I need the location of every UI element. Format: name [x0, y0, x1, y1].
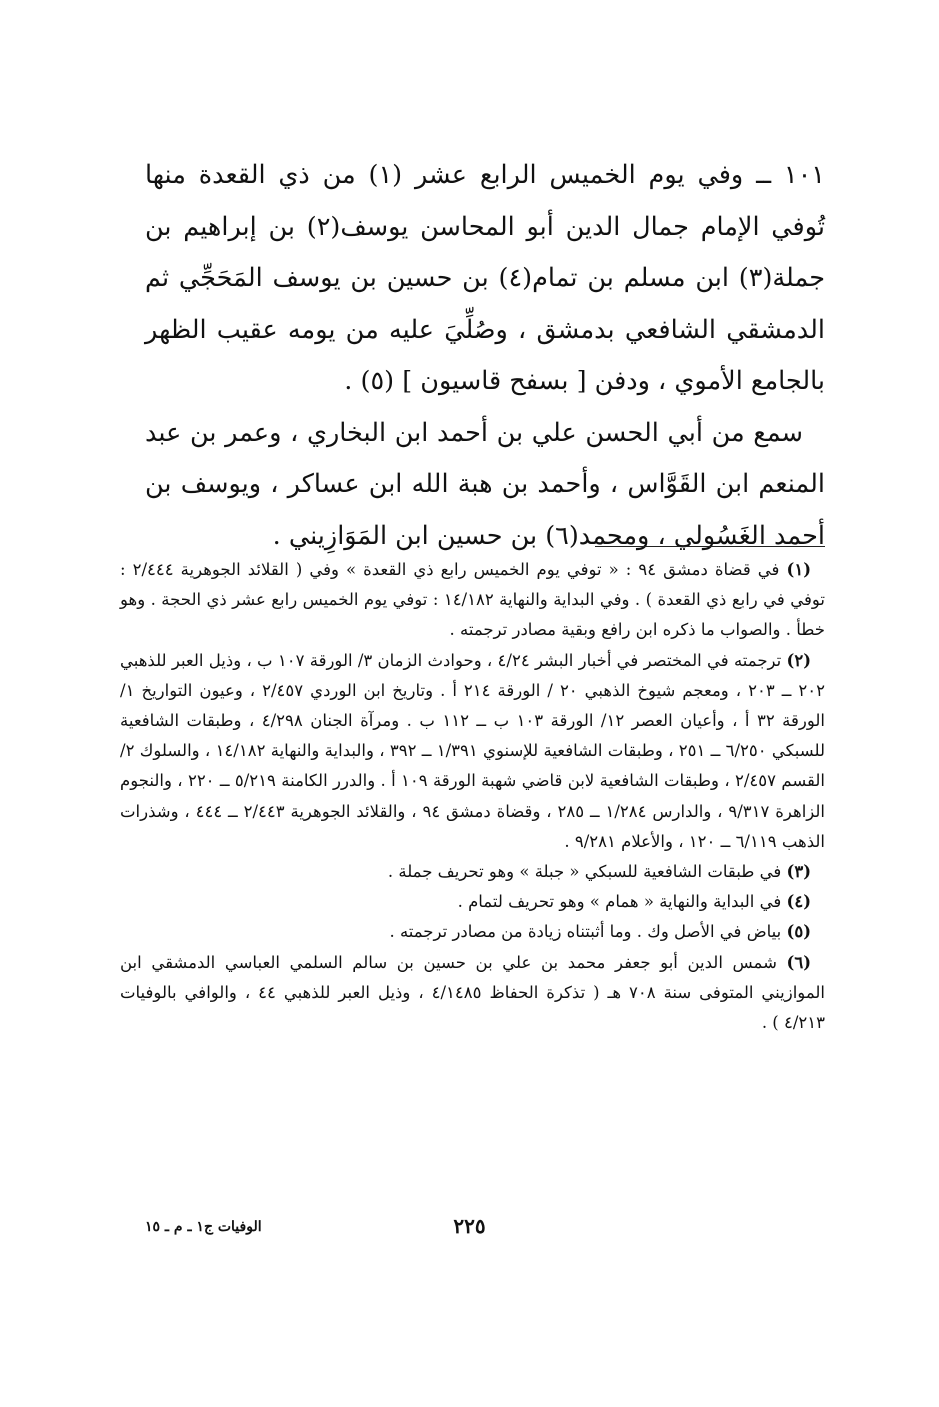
footnote-text: شمس الدين أبو جعفر محمد بن علي بن حسين بن سالم السلمي العباسي الدمشقي ابن الموازيني المتوفى سنة ٧٠٨ هـ ( تذكرة الحفاظ ٤/١٤٨٥ ، وذيل العبر للذهبي ٤٤ ، والوافي بالوفيات ٤/٢١٣ ) . — [120, 952, 825, 1033]
footnote-number: (٣) — [786, 862, 811, 882]
footnote-6 — [120, 948, 825, 1039]
main-text — [145, 150, 825, 562]
footnote-1 — [120, 555, 825, 646]
signature-mark: الوفيات ج١ ـ م ـ ١٥ — [145, 1219, 262, 1235]
footnote-3 — [120, 857, 825, 887]
footnote-text: بياض في الأصل وك . وما أثبتناه زيادة من مصادر ترجمته . — [389, 922, 782, 942]
main-paragraph-2: سمع من أبي الحسن علي بن أحمد ابن البخاري ، وعمر بن عبد المنعم ابن القَوَّاس ، وأحمد بن هبة الله ابن عساكر ، ويوسف بن أحمد الغَسُولي ، ومحمد(٦) بن حسين ابن المَوَازِيني . — [145, 417, 825, 551]
footnote-text: في البداية والنهاية « همام » وهو تحريف لتمام . — [457, 892, 782, 912]
footnote-divider — [595, 546, 825, 547]
footnotes — [120, 555, 825, 1038]
footnote-number: (١) — [786, 560, 811, 579]
footnote-5 — [120, 917, 825, 947]
footnote-text: في قضاة دمشق ٩٤ : « توفي يوم الخميس رابع ذي القعدة » وفي ( القلائد الجوهرية ٢/٤٤٤ : توفي في رابع ذي القعدة ) . وفي البداية والنهاية ١٤/١٨٢ : توفي يوم الخميس رابع عشر ذي الحجة . وهو خطأ . والصواب ما ذكره ابن رافع وبقية مصادر ترجمته . — [120, 560, 826, 640]
footnote-number: (٥) — [786, 922, 811, 942]
main-paragraph-1: ١٠١ ــ وفي يوم الخميس الرابع عشر (١) من ذي القعدة منها تُوفي الإمام جمال الدين أبو المحاسن يوسف(٢) بن إبراهيم بن جملة(٣) ابن مسلم بن تمام(٤) بن حسين بن يوسف المَحَجِّي ثم الدمشقي الشافعي بدمشق ، وصُلِّيَ عليه من يومه عقيب الظهر بالجامع الأموي ، ودفن [ بسفح قاسيون ] (٥) . — [145, 160, 826, 396]
footnote-text: ترجمته في المختصر في أخبار البشر ٤/٢٤ ، وحوادث الزمان ٣/ الورقة ١٠٧ ب ، وذيل العبر للذهبي ٢٠٢ ــ ٢٠٣ ، ومعجم شيوخ الذهبي ٢٠ / الورقة ٢١٤ أ . وتاريخ ابن الوردي ٢/٤٥٧ ، وعيون التواريخ ١/ الورقة ٣٢ أ ، وأعيان العصر ١٢/ الورقة ١٠٣ ب ــ ١١٢ ب . ومرآة الجنان ٤/٢٩٨ ، وطبقات الشافعية للسبكي ٦/٢٥٠ ــ ٢٥١ ، وطبقات الشافعية للإسنوي ١/٣٩١ ــ ٣٩٢ ، والبداية والنهاية ١٤/١٨٢ ، والسلوك ٢/ القسم ٢/٤٥٧ ، وطبقات الشافعية لابن قاضي شهبة الورقة ١٠٩ أ . والدرر الكامنة ٥/٢١٩ ــ ٢٢٠ ، والنجوم الزاهرة ٩/٣١٧ ، والدارس ١/٢٨٤ ــ ٢٨٥ ، وقضاة دمشق ٩٤ ، والقلائد الجوهرية ٢/٤٤٣ ــ ٤٤٤ ، وشذرات الذهب ٦/١١٩ ــ ١٢٠ ، والأعلام ٩/٢٨١ . — [120, 650, 825, 851]
footnote-text: في طبقات الشافعية للسبكي « جبلة » وهو تحريف جملة . — [387, 862, 782, 882]
footnote-2 — [120, 646, 825, 857]
footnote-number: (٢) — [786, 650, 811, 670]
footnote-number: (٦) — [786, 952, 812, 972]
page-number: ٢٢٥ — [453, 1214, 486, 1238]
footnote-4 — [120, 887, 825, 917]
footnote-number: (٤) — [786, 892, 811, 912]
